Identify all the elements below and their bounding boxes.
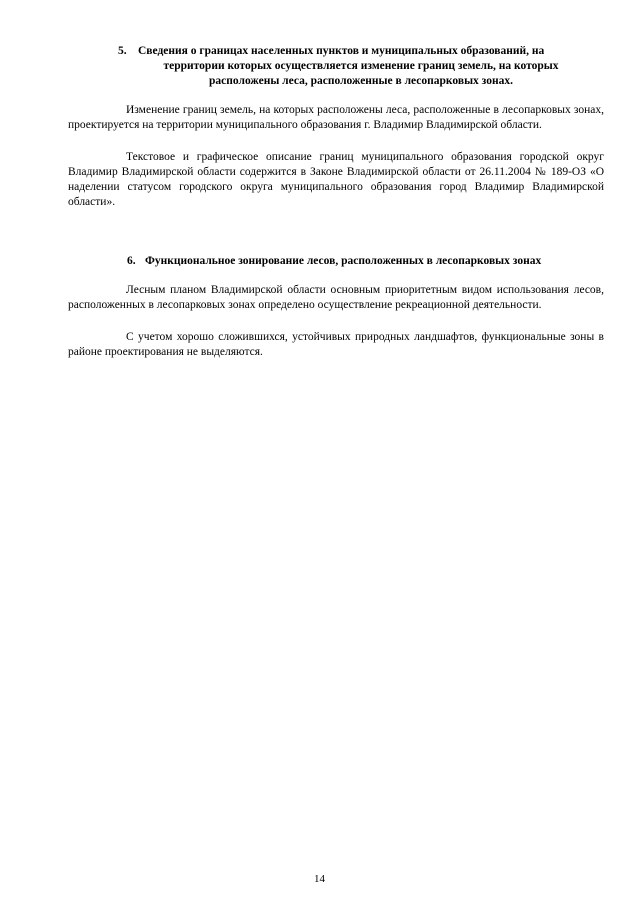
section-6-title: Функциональное зонирование лесов, расположенных в лесопарковых зонах [145, 255, 542, 267]
section-5-paragraph-2-text: Текстовое и графическое описание границ муниципального образования городской округ Владимир Владимирской области содержится в Законе Владимирской области от 26.11.2004 № 189-ОЗ «О наделении статусом городского округа муниципального образования город Владимир Владимирской области». [68, 151, 604, 208]
page-number: 14 [314, 873, 325, 885]
section-6-paragraph-2 [68, 330, 604, 360]
section-6-paragraph-1 [68, 283, 604, 313]
section-5-paragraph-2 [68, 150, 604, 210]
section-5-heading-line-1 [118, 44, 604, 59]
section-5-number: 5. [118, 45, 127, 57]
section-6-heading [127, 254, 607, 269]
section-6-number: 6. [127, 255, 136, 267]
section-5-title-line-3: расположены леса, расположенные в лесопарковых зонах. [209, 75, 513, 87]
section-5-heading [118, 44, 604, 89]
section-5-title-line-1: Сведения о границах населенных пунктов и муниципальных образований, на [138, 45, 545, 57]
section-6-paragraph-1-text: Лесным планом Владимирской области основным приоритетным видом использования лесов, расположенных в лесопарковых зонах определено осуществление рекреационной деятельности. [68, 284, 604, 311]
section-6-paragraph-2-text: С учетом хорошо сложившихся, устойчивых природных ландшафтов, функциональные зоны в районе проектирования не выделяются. [68, 331, 604, 358]
section-5-paragraph-1-text: Изменение границ земель, на которых расположены леса, расположенные в лесопарковых зонах, проектируется на территории муниципального образования г. Владимир Владимирской области. [68, 104, 604, 131]
section-5-paragraph-1 [68, 103, 604, 133]
section-5-title-line-2: территории которых осуществляется изменение границ земель, на которых [163, 60, 559, 72]
